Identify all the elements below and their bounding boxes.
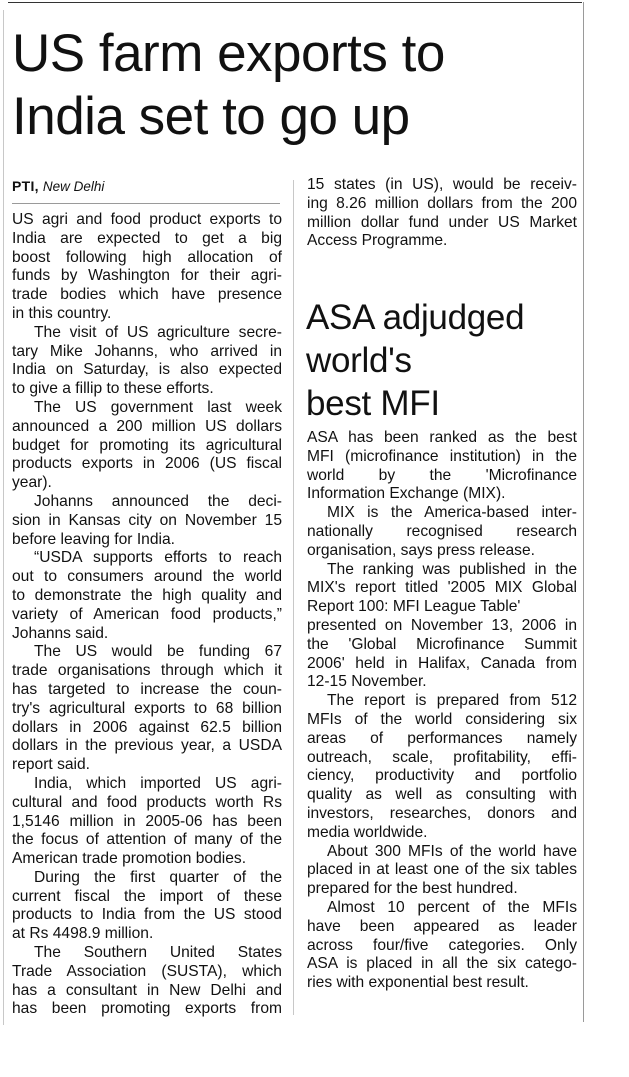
text-line: Johanns said. [12, 624, 109, 642]
text-line: 2006' held in Halifax, Canada from [307, 654, 577, 672]
text-line: 12-15 November. [307, 673, 427, 691]
text-line: products exports in 2006 (US fiscal [12, 455, 282, 473]
text-line: The visit of US agriculture secre- [34, 323, 282, 341]
text-line: MFIs of the world considering six [307, 710, 577, 728]
text-line: report said. [12, 756, 91, 774]
text-line: boost following high allocation of [12, 248, 282, 266]
text-line: presented on November 13, 2006 in [307, 616, 577, 634]
text-line: announced a 200 million US dollars [12, 417, 282, 435]
text-line: world by the 'Microfinance [307, 466, 577, 484]
text-line: try's agricultural exports to 68 billion [12, 699, 282, 717]
text-line: organisation, says press release. [307, 541, 535, 559]
text-line: prepared for the best hundred. [307, 880, 518, 898]
text-line: dollars in 2006 against 62.5 billion [12, 718, 282, 736]
text-line: ries with exponential best result. [307, 974, 529, 992]
text-line: products to India from the US stood [12, 906, 282, 924]
headline-line: world's [306, 341, 412, 380]
text-line: has been promoting exports from [12, 1000, 282, 1018]
text-line: million dollar fund under US Market [307, 213, 577, 231]
text-line: ciency, productivity and portfolio [307, 767, 577, 785]
text-line: budget for promoting its agricultural [12, 436, 282, 454]
text-line: During the first quarter of the [34, 868, 282, 886]
text-line: have been appeared as leader [307, 917, 577, 935]
byline-agency: PTI, [12, 178, 39, 194]
text-line: at Rs 4498.9 million. [12, 925, 154, 943]
top-rule [8, 2, 582, 3]
text-line: ASA has been ranked as the best [307, 429, 577, 446]
text-line: variety of American food products,” [12, 605, 282, 623]
text-line: current fiscal the import of these [12, 887, 282, 905]
text-line: The US would be funding 67 [34, 643, 282, 661]
headline-line: US farm exports to [12, 24, 445, 83]
text-line: Access Programme. [307, 232, 448, 250]
text-line: investors, researches, donors and [307, 804, 577, 822]
text-line: Johanns announced the deci- [34, 492, 282, 510]
text-line: ASA is placed in all the six catego- [307, 955, 577, 973]
text-line: Information Exchange (MIX). [307, 485, 506, 503]
text-line: India, which imported US agri- [34, 774, 282, 792]
text-line: MFI (microfinance institution) in the [307, 447, 577, 465]
text-line: cultural and food products worth Rs [12, 793, 282, 811]
text-line: year). [12, 474, 52, 492]
text-line: the focus of attention of many of the [12, 831, 282, 849]
text-line: American trade promotion bodies. [12, 850, 247, 868]
text-line: 1,5146 million in 2005-06 has been [12, 812, 282, 830]
text-line: to give a fillip to these efforts. [12, 380, 214, 398]
text-line: The US government last week [34, 398, 282, 416]
headline-asa-adjudged [306, 296, 576, 425]
left-edge [3, 10, 4, 1025]
byline [12, 177, 104, 196]
text-line: funds by Washington for their agri- [12, 267, 282, 285]
right-rule [583, 2, 584, 1022]
text-line: has a consultant in New Delhi and [12, 981, 282, 999]
text-line: trade organisations through which it [12, 662, 282, 680]
article1-continuation [307, 176, 577, 251]
byline-place: New Delhi [42, 179, 105, 194]
headline-line: ASA adjudged [306, 298, 525, 337]
text-line: MIX is the America-based inter- [327, 504, 577, 522]
text-line: India on Saturday, is also expected [12, 361, 282, 379]
text-line: outreach, scale, profitability, effi- [307, 748, 577, 766]
text-line: tary Mike Johanns, who arrived in [12, 342, 282, 360]
text-line: out to consumers around the world [12, 568, 282, 586]
text-line: The report is prepared from 512 [327, 692, 577, 710]
text-line: has targeted to increase the coun- [12, 680, 282, 698]
text-line: across four/five categories. Only [307, 936, 577, 954]
text-line: MIX's report titled '2005 MIX Global [307, 579, 577, 597]
column-divider [293, 180, 294, 1015]
text-line: sion in Kansas city on November 15 [12, 511, 282, 529]
text-line: dollars in the previous year, a USDA [12, 737, 282, 755]
byline-rule [12, 203, 280, 204]
text-line: in this country. [12, 304, 112, 322]
text-line: About 300 MFIs of the world have [327, 842, 577, 860]
headline-us-farm-exports [12, 22, 572, 148]
text-line: Almost 10 percent of the MFIs [327, 898, 577, 916]
text-line: placed in at least one of the six tables [307, 861, 577, 879]
text-line: nationally recognised research [307, 522, 577, 540]
article2-body [307, 429, 577, 993]
text-line: trade bodies which have presence [12, 286, 282, 304]
text-line: US agri and food product exports to [12, 211, 282, 228]
text-line: Report 100: MFI League Table' [307, 598, 521, 616]
headline-line: India set to go up [12, 87, 410, 146]
text-line: to demonstrate the high quality and [12, 586, 282, 604]
text-line: before leaving for India. [12, 530, 175, 548]
text-line: Trade Association (SUSTA), which [12, 962, 282, 980]
text-line: 15 states (in US), would be receiv- [307, 176, 577, 193]
text-line: “USDA supports efforts to reach [34, 549, 282, 567]
text-line: The ranking was published in the [327, 560, 577, 578]
text-line: ing 8.26 million dollars from the 200 [307, 194, 577, 212]
text-line: areas of performances namely [307, 729, 577, 747]
text-line: quality as well as consulting with [307, 786, 577, 804]
text-line: media worldwide. [307, 823, 428, 841]
headline-line: best MFI [306, 384, 440, 423]
text-line: The Southern United States [34, 944, 282, 962]
article1-left-column [12, 211, 282, 1019]
text-line: the 'Global Microfinance Summit [307, 635, 577, 653]
text-line: India are expected to get a big [12, 229, 282, 247]
